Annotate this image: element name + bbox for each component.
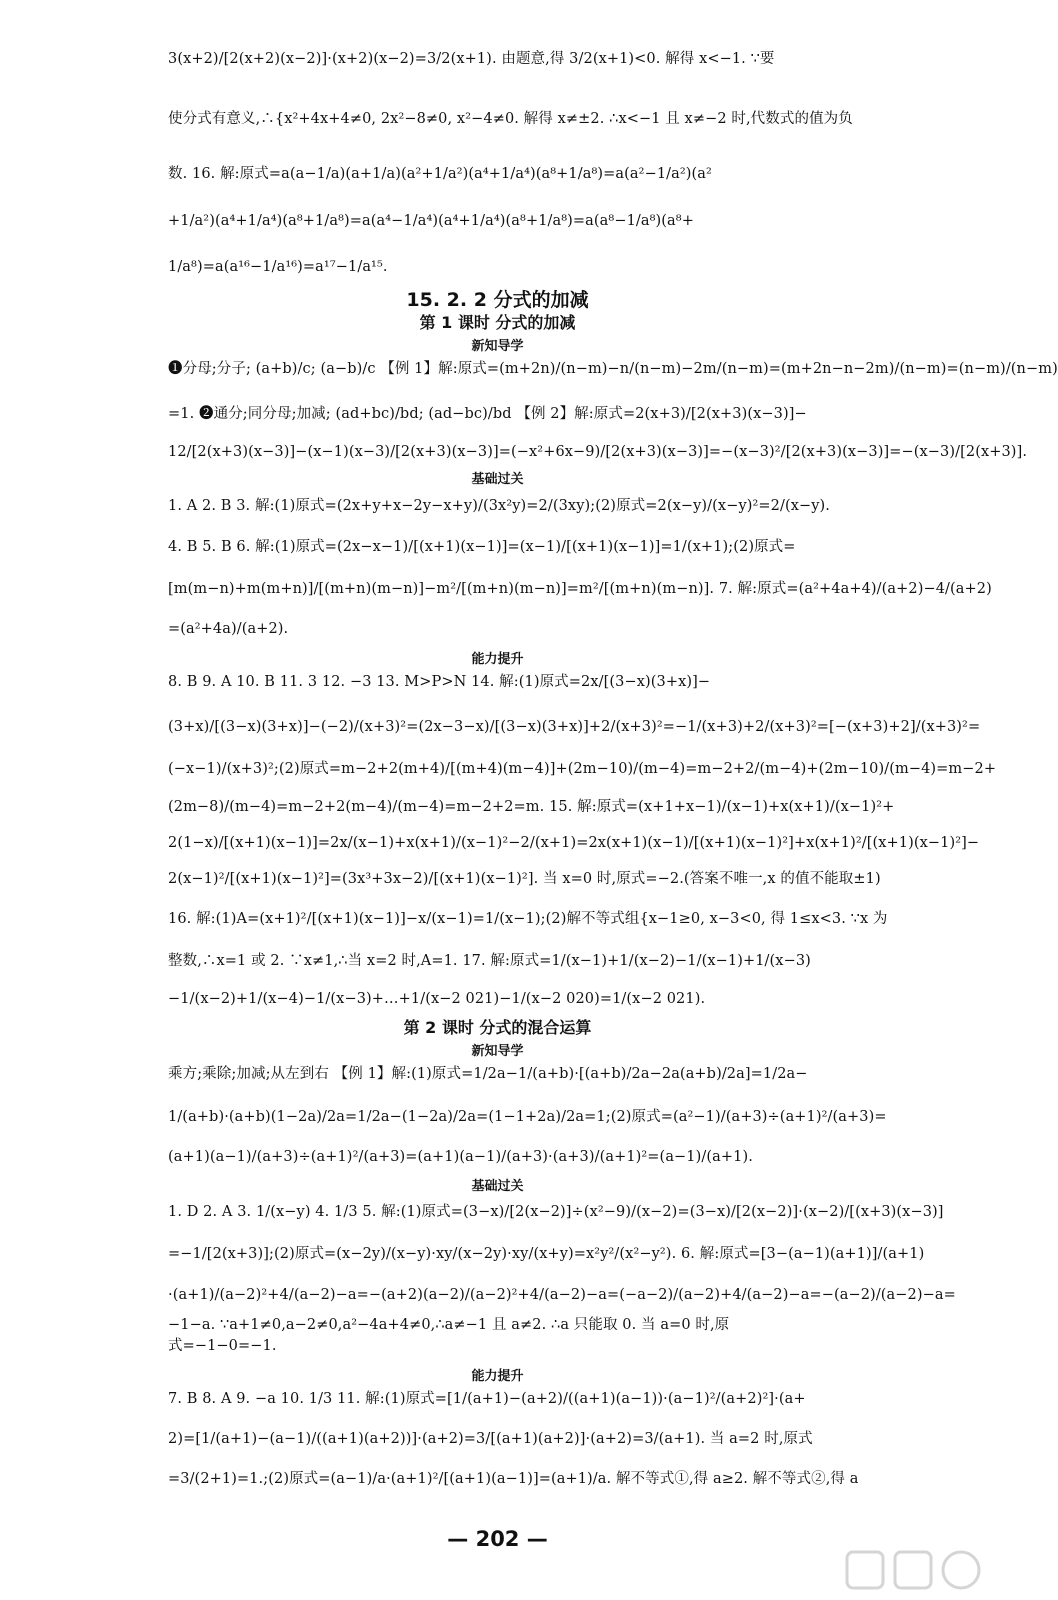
subsection-title: 新知导学 bbox=[471, 339, 524, 354]
text-line: 2(x−1)²/[(x+1)(x−1)²]=(3x³+3x−2)/[(x+1)(x−1)²]. 当 x=0 时,原式=−2.(答案不唯一,x 的值不能取±1) bbox=[168, 871, 881, 887]
subsection-title: 能力提升 bbox=[471, 1369, 524, 1384]
text-line: 16. 解:(1)A=(x+1)²/[(x+1)(x−1)]−x/(x−1)=1/(x−1);(2)解不等式组{x−1≥0, x−3<0, 得 1≤x<3. ∵x 为 bbox=[168, 911, 888, 927]
text-line: −1−a. ∵a+1≠0,a−2≠0,a²−4a+4≠0,∴a≠−1 且 a≠2. ∴a 只能取 0. 当 a=0 时,原 bbox=[168, 1317, 730, 1333]
text-line: 1/a⁸)=a(a¹⁶−1/a¹⁶)=a¹⁷−1/a¹⁵. bbox=[168, 259, 388, 275]
lesson-title: 第 1 课时 分式的加减 bbox=[419, 313, 576, 332]
watermark-logo-icon bbox=[845, 1548, 985, 1592]
text-line: 1. D 2. A 3. 1/(x−y) 4. 1/3 5. 解:(1)原式=(3−x)/[2(x−2)]÷(x²−9)/(x−2)=(3−x)/[2(x−2)]·(x−2)/[(x+3)(x−3)] bbox=[168, 1204, 944, 1220]
text-line: =−1/[2(x+3)];(2)原式=(x−2y)/(x−y)·xy/(x−2y)·xy/(x+y)=x²y²/(x²−y²). 6. 解:原式=[3−(a−1)(a+1)]/(a+1) bbox=[168, 1246, 925, 1262]
page-number: — 202 — bbox=[447, 1527, 548, 1551]
text-line: 整数,∴x=1 或 2. ∵x≠1,∴当 x=2 时,A=1. 17. 解:原式=1/(x−1)+1/(x−2)−1/(x−1)+1/(x−3) bbox=[168, 953, 811, 969]
text-line: 8. B 9. A 10. B 11. 3 12. −3 13. M>P>N 14. 解:(1)原式=2x/[(3−x)(3+x)]− bbox=[168, 674, 711, 690]
text-line: =1. ❷通分;同分母;加减; (ad+bc)/bd; (ad−bc)/bd 【例 2】解:原式=2(x+3)/[2(x+3)(x−3)]− bbox=[168, 406, 807, 422]
subsection-title: 能力提升 bbox=[471, 652, 524, 667]
text-line: (a+1)(a−1)/(a+3)÷(a+1)²/(a+3)=(a+1)(a−1)/(a+3)·(a+3)/(a+1)²=(a−1)/(a+1). bbox=[168, 1149, 753, 1165]
text-line: (2m−8)/(m−4)=m−2+2(m−4)/(m−4)=m−2+2=m. 15. 解:原式=(x+1+x−1)/(x−1)+x(x+1)/(x−1)²+ bbox=[168, 799, 895, 815]
text-line: 式=−1−0=−1. bbox=[168, 1338, 277, 1354]
text-line: −1/(x−2)+1/(x−4)−1/(x−3)+…+1/(x−2 021)−1/(x−2 020)=1/(x−2 021). bbox=[168, 991, 706, 1007]
text-line: =3/(2+1)=1.;(2)原式=(a−1)/a·(a+1)²/[(a+1)(a−1)]=(a+1)/a. 解不等式①,得 a≥2. 解不等式②,得 a bbox=[168, 1471, 859, 1487]
text-line: ❶分母;分子; (a+b)/c; (a−b)/c 【例 1】解:原式=(m+2n)/(n−m)−n/(n−m)−2m/(n−m)=(m+2n−n−2m)/(n−m)=(n−m)/(n−m) bbox=[168, 361, 1058, 377]
text-line: 2)=[1/(a+1)−(a−1)/((a+1)(a+2))]·(a+2)=3/[(a+1)(a+2)]·(a+2)=3/(a+1). 当 a=2 时,原式 bbox=[168, 1431, 813, 1447]
text-line: (−x−1)/(x+3)²;(2)原式=m−2+2(m+4)/[(m+4)(m−4)]+(2m−10)/(m−4)=m−2+2/(m−4)+(2m−10)/(m−4)=m−2+ bbox=[168, 761, 997, 777]
subsection-title: 基础过关 bbox=[471, 472, 524, 487]
text-line: 1/(a+b)·(a+b)(1−2a)/2a=1/2a−(1−2a)/2a=(1−1+2a)/2a=1;(2)原式=(a²−1)/(a+3)÷(a+1)²/(a+3)= bbox=[168, 1109, 887, 1125]
text-line: ·(a+1)/(a−2)²+4/(a−2)−a=−(a+2)(a−2)/(a−2)²+4/(a−2)−a=(−a−2)/(a−2)+4/(a−2)−a=−(a−2)/(a−2)−a= bbox=[168, 1287, 956, 1303]
text-line: 数. 16. 解:原式=a(a−1/a)(a+1/a)(a²+1/a²)(a⁴+1/a⁴)(a⁸+1/a⁸)=a(a²−1/a²)(a² bbox=[168, 166, 712, 182]
text-line: +1/a²)(a⁴+1/a⁴)(a⁸+1/a⁸)=a(a⁴−1/a⁴)(a⁴+1/a⁴)(a⁸+1/a⁸)=a(a⁸−1/a⁸)(a⁸+ bbox=[168, 213, 694, 229]
text-line: 4. B 5. B 6. 解:(1)原式=(2x−x−1)/[(x+1)(x−1)]=(x−1)/[(x+1)(x−1)]=1/(x+1);(2)原式= bbox=[168, 539, 796, 555]
subsection-title: 新知导学 bbox=[471, 1044, 524, 1059]
text-line: 乘方;乘除;加减;从左到右 【例 1】解:(1)原式=1/2a−1/(a+b)·[(a+b)/2a−2a(a+b)/2a]=1/2a− bbox=[168, 1066, 808, 1082]
text-line: 3(x+2)/[2(x+2)(x−2)]·(x+2)(x−2)=3/2(x+1). 由题意,得 3/2(x+1)<0. 解得 x<−1. ∵要 bbox=[168, 51, 775, 67]
lesson-title: 第 2 课时 分式的混合运算 bbox=[403, 1018, 592, 1037]
text-line: =(a²+4a)/(a+2). bbox=[168, 621, 289, 637]
text-line: 使分式有意义,∴{x²+4x+4≠0, 2x²−8≠0, x²−4≠0. 解得 x≠±2. ∴x<−1 且 x≠−2 时,代数式的值为负 bbox=[168, 111, 853, 127]
subsection-title: 基础过关 bbox=[471, 1179, 524, 1194]
text-line: (3+x)/[(3−x)(3+x)]−(−2)/(x+3)²=(2x−3−x)/[(3−x)(3+x)]+2/(x+3)²=−1/(x+3)+2/(x+3)²=[−(x+3)+2]/(x+3)²= bbox=[168, 719, 981, 735]
text-line: [m(m−n)+m(m+n)]/[(m+n)(m−n)]−m²/[(m+n)(m−n)]=m²/[(m+n)(m−n)]. 7. 解:原式=(a²+4a+4)/(a+2)−4/(a+2) bbox=[168, 581, 992, 597]
text-line: 1. A 2. B 3. 解:(1)原式=(2x+y+x−2y−x+y)/(3x²y)=2/(3xy);(2)原式=2(x−y)/(x−y)²=2/(x−y). bbox=[168, 498, 831, 514]
text-line: 2(1−x)/[(x+1)(x−1)]=2x/(x−1)+x(x+1)/(x−1)²−2/(x+1)=2x(x+1)(x−1)/[(x+1)(x−1)²]+x(x+1)²/[(x+1)(x−1)²]− bbox=[168, 835, 980, 851]
text-line: 12/[2(x+3)(x−3)]−(x−1)(x−3)/[2(x+3)(x−3)]=(−x²+6x−9)/[2(x+3)(x−3)]=−(x−3)²/[2(x+3)(x−3)]=−(x−3)/[2(x+3)]. bbox=[168, 444, 1028, 460]
text-line: 7. B 8. A 9. −a 10. 1/3 11. 解:(1)原式=[1/(a+1)−(a+2)/((a+1)(a−1))·(a−1)²/(a+2)²]·(a+ bbox=[168, 1391, 806, 1407]
section-title: 15. 2. 2 分式的加减 bbox=[406, 289, 589, 311]
